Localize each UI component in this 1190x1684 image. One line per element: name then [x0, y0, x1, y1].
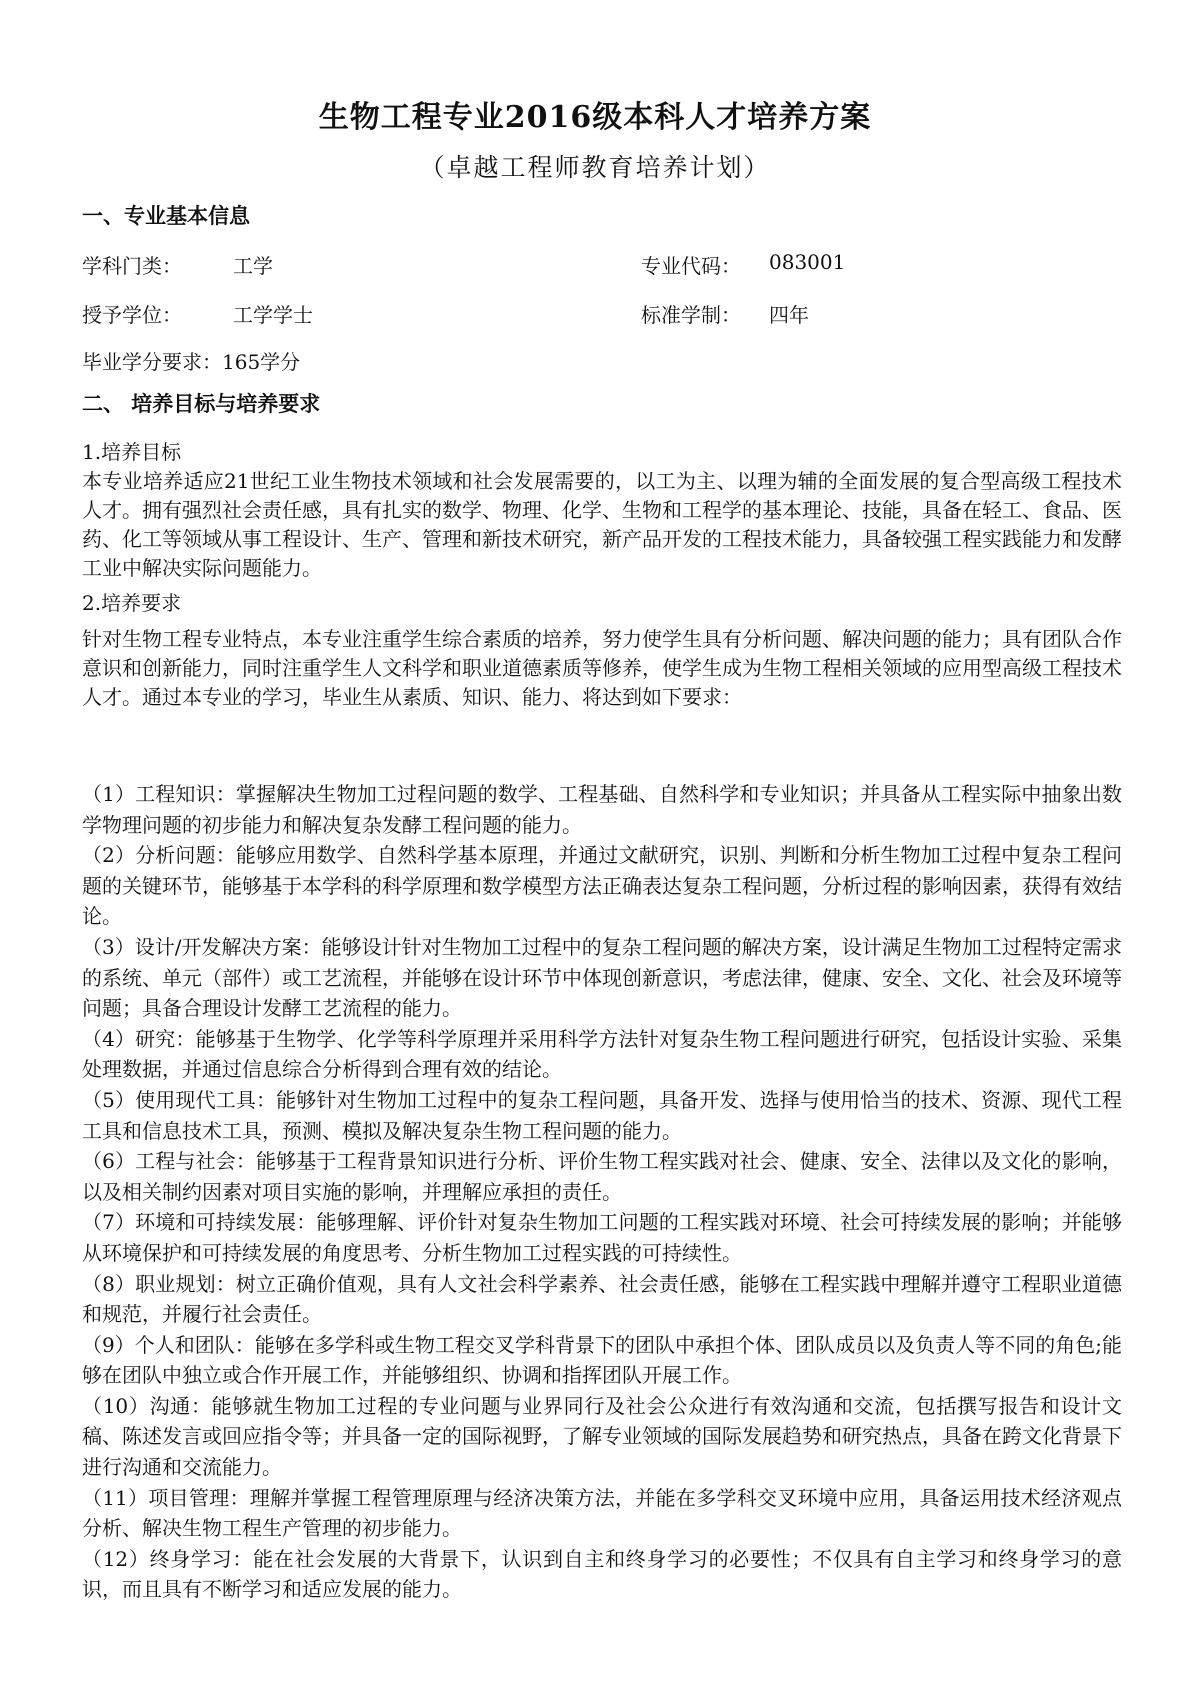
section1-heading: 一、专业基本信息	[82, 203, 250, 228]
discipline-label: 学科门类：	[82, 254, 182, 278]
requirement-item-7: （7）环境和可持续发展：能够理解、评价针对复杂生物加工问题的工程实践对环境、社会可持续发展的影响；并能够从环境保护和可持续发展的角度思考、分析生物加工过程实践的可持续性。	[82, 1210, 1122, 1265]
requirements-heading: 2.培养要求	[82, 591, 182, 615]
credits-requirement: 毕业学分要求：165学分	[82, 350, 301, 374]
duration-label: 标准学制：	[641, 303, 741, 327]
goal-heading: 1.培养目标	[82, 440, 182, 464]
section2-heading: 二、 培养目标与培养要求	[82, 391, 321, 416]
goal-paragraph: 本专业培养适应21世纪工业生物技术领域和社会发展需要的，以工为主、以理为辅的全面发展的复合型高级工程技术人才。拥有强烈社会责任感，具有扎实的数学、物理、化学、生物和工程学的基本理论、技能，具备在轻工、食品、医药、化工等领域从事工程设计、生产、管理和新技术研究，新产品开发的工程技术能力，具备较强工程实践能力和发酵工业中解决实际问题能力。	[82, 469, 1122, 580]
requirement-item-11: （11）项目管理：理解并掌握工程管理原理与经济决策方法，并能在多学科交叉环境中应用，具备运用技术经济观点分析、解决生物工程生产管理的初步能力。	[82, 1485, 1122, 1541]
requirements-list	[82, 779, 1122, 1605]
degree-label: 授予学位：	[82, 303, 182, 327]
major-code-value: 083001	[769, 250, 846, 274]
requirement-item-1: （1）工程知识：掌握解决生物加工过程问题的数学、工程基础、自然科学和专业知识；并具备从工程实际中抽象出数学物理问题的初步能力和解决复杂发酵工程问题的能力。	[82, 782, 1122, 837]
requirements-intro: 针对生物工程专业特点，本专业注重学生综合素质的培养，努力使学生具有分析问题、解决问题的能力；具有团队合作意识和创新能力，同时注重学生人文科学和职业道德素质等修养，使学生成为生物工程相关领域的应用型高级工程技术人才。通过本专业的学习，毕业生从素质、知识、能力、将达到如下要求：	[82, 627, 1122, 709]
document-subtitle: （卓越工程师教育培养计划）	[419, 153, 771, 182]
requirement-item-2: （2）分析问题：能够应用数学、自然科学基本原理，并通过文献研究，识别、判断和分析生物加工过程中复杂工程问题的关键环节，能够基于本学科的科学原理和数学模型方法正确表达复杂工程问题，分析过程的影响因素，获得有效结论。	[82, 843, 1122, 929]
requirement-item-5: （5）使用现代工具：能够针对生物加工过程中的复杂工程问题，具备开发、选择与使用恰当的技术、资源、现代工程工具和信息技术工具，预测、模拟及解决复杂生物工程问题的能力。	[82, 1087, 1122, 1143]
requirement-item-12: （12）终身学习：能在社会发展的大背景下，认识到自主和终身学习的必要性；不仅具有自主学习和终身学习的意识，而且具有不断学习和适应发展的能力。	[82, 1546, 1122, 1602]
duration-value: 四年	[769, 303, 809, 327]
requirement-item-10: （10）沟通：能够就生物加工过程的专业问题与业界同行及社会公众进行有效沟通和交流，包括撰写报告和设计文稿、陈述发言或回应指令等；并具备一定的国际视野，了解专业领域的国际发展趋势和研究热点，具备在跨文化背景下进行沟通和交流能力。	[82, 1393, 1122, 1480]
major-code-label: 专业代码：	[641, 254, 741, 278]
requirement-item-9: （9）个人和团队：能够在多学科或生物工程交叉学科背景下的团队中承担个体、团队成员以及负责人等不同的角色;能够在团队中独立或合作开展工作，并能够组织、协调和指挥团队开展工作。	[82, 1332, 1122, 1388]
requirement-item-8: （8）职业规划：树立正确价值观，具有人文社会科学素养、社会责任感，能够在工程实践中理解并遵守工程职业道德和规范，并履行社会责任。	[82, 1271, 1122, 1327]
requirement-item-6: （6）工程与社会：能够基于工程背景知识进行分析、评价生物工程实践对社会、健康、安全、法律以及文化的影响，以及相关制约因素对项目实施的影响，并理解应承担的责任。	[82, 1149, 1122, 1204]
requirement-item-3: （3）设计/开发解决方案：能够设计针对生物加工过程中的复杂工程问题的解决方案，设计满足生物加工过程特定需求的系统、单元（部件）或工艺流程，并能够在设计环节中体现创新意识，考虑法律，健康、安全、文化、社会及环境等问题；具备合理设计发酵工艺流程的能力。	[82, 934, 1122, 1021]
requirement-item-4: （4）研究：能够基于生物学、化学等科学原理并采用科学方法针对复杂生物工程问题进行研究，包括设计实验、采集处理数据，并通过信息综合分析得到合理有效的结论。	[82, 1026, 1122, 1082]
degree-value: 工学学士	[233, 303, 313, 327]
document-title: 生物工程专业2016级本科人才培养方案	[318, 100, 872, 135]
discipline-value: 工学	[233, 254, 273, 278]
